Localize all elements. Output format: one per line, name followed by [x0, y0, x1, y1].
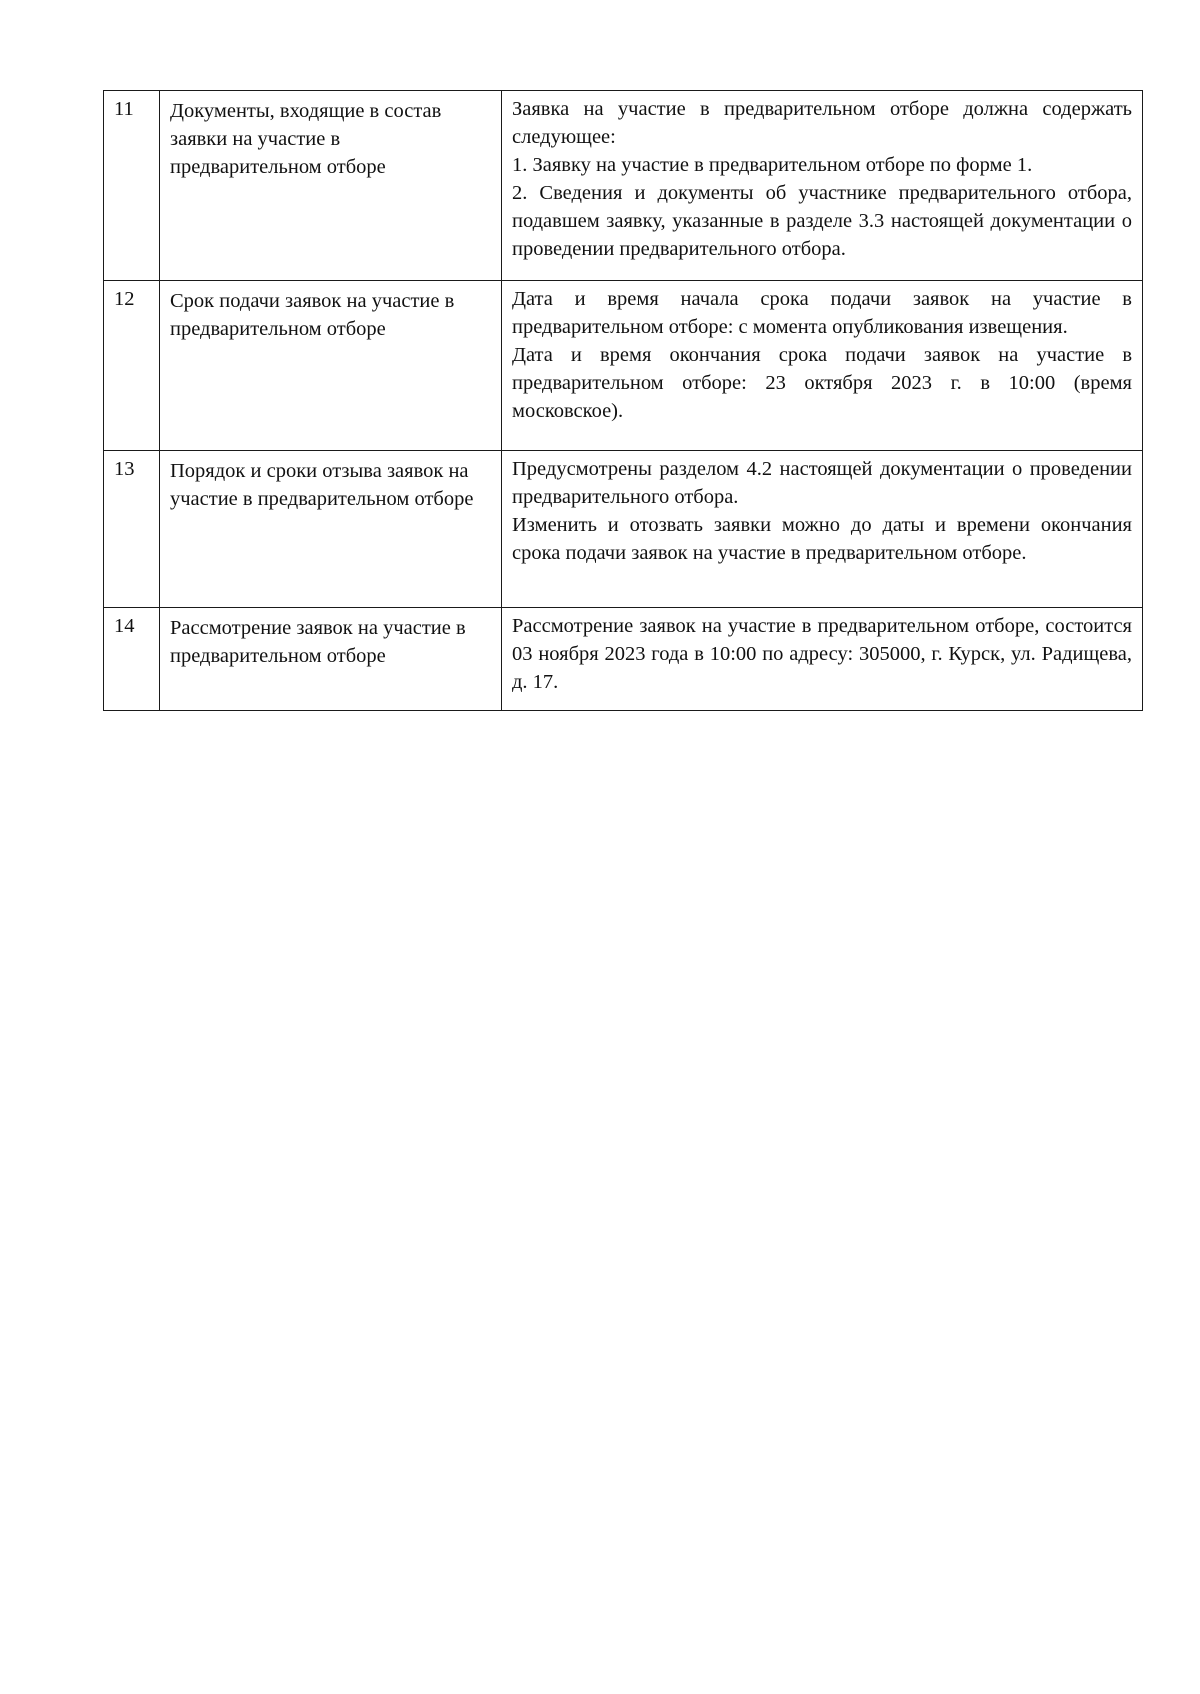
- description-paragraph: Дата и время начала срока подачи заявок на участие в предварительном отборе: с момента опубликования извещения.: [512, 288, 1132, 338]
- description-paragraph: Изменить и отозвать заявки можно до даты и времени окончания срока подачи заявок на участие в предварительном отборе.: [512, 514, 1132, 564]
- row-title: Срок подачи заявок на участие в предварительном отборе: [160, 281, 502, 451]
- row-description: [502, 91, 1143, 281]
- description-paragraph: Рассмотрение заявок на участие в предварительном отборе, состоится 03 ноября 2023 года в 10:00 по адресу: 305000, г. Курск, ул. Радищева, д. 17.: [512, 615, 1132, 693]
- row-number: 12: [104, 281, 160, 451]
- row-title: Рассмотрение заявок на участие в предварительном отборе: [160, 608, 502, 711]
- description-paragraph: 2. Сведения и документы об участнике предварительного отбора, подавшем заявку, указанные в разделе 3.3 настоящей документации о проведении предварительного отбора.: [512, 182, 1132, 260]
- row-description: [502, 608, 1143, 711]
- description-paragraph: Дата и время окончания срока подачи заявок на участие в предварительном отборе: 23 октября 2023 г. в 10:00 (время московское).: [512, 344, 1132, 422]
- description-paragraph: Предусмотрены разделом 4.2 настоящей документации о проведении предварительного отбора.: [512, 458, 1132, 508]
- row-number: 14: [104, 608, 160, 711]
- row-number: 13: [104, 451, 160, 608]
- procurement-table: [103, 90, 1143, 711]
- description-paragraph: Заявка на участие в предварительном отборе должна содержать следующее:: [512, 98, 1132, 148]
- row-number: 11: [104, 91, 160, 281]
- row-title: Порядок и сроки отзыва заявок на участие в предварительном отборе: [160, 451, 502, 608]
- table-row: [104, 281, 1143, 451]
- row-description: [502, 281, 1143, 451]
- table-row: [104, 608, 1143, 711]
- table-row: [104, 451, 1143, 608]
- table-row: [104, 91, 1143, 281]
- row-description: [502, 451, 1143, 608]
- row-title: Документы, входящие в состав заявки на участие в предварительном отборе: [160, 91, 502, 281]
- description-paragraph: 1. Заявку на участие в предварительном отборе по форме 1.: [512, 154, 1033, 176]
